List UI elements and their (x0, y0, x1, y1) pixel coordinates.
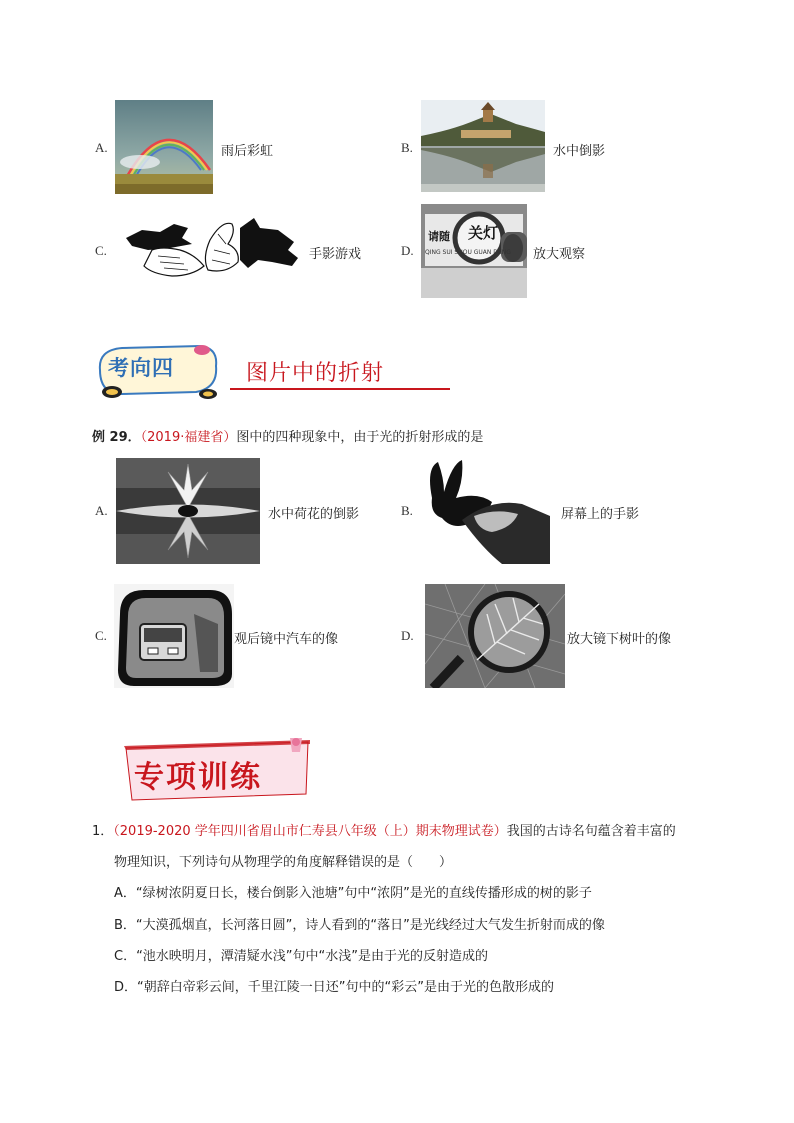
option-caption-a: 雨后彩虹 (221, 144, 274, 159)
option-letter-d: D. (401, 243, 414, 258)
question-1-option-c: C．“池水映明月，潭清疑水浅”句中“水浅”是由于光的反射造成的 (114, 949, 489, 964)
question-1-option-a: A．“绿树浓阴夏日长，楼台倒影入池塘”句中“浓阴”是光的直线传播形成的树的影子 (114, 886, 592, 901)
question-1-stem-line-2: 物理知识，下列诗句从物理学的角度解释错误的是（ ） (114, 855, 453, 870)
example-option-caption-a: 水中荷花的倒影 (268, 507, 360, 522)
question-1-stem-line-1 (92, 820, 676, 839)
rabbit-hand-shadow-photo (422, 458, 550, 564)
question-1-option-d: D．“朝辞白帝彩云间，千里江陵一日还”句中的“彩云”是由于光的色散形成的 (114, 980, 554, 995)
sign-text-2: 关灯 (468, 224, 499, 242)
practice-banner-text: 专项训练 (134, 760, 262, 795)
example-source: （2019·福建省） (140, 430, 237, 445)
car-mirror-photo (114, 584, 234, 688)
option-caption-c: 手影游戏 (309, 247, 362, 262)
question-1-source: （2019-2020 学年四川省眉山市仁寿县八年级（上）期末物理试卷） (113, 824, 507, 839)
example-option-letter-b: B. (401, 503, 413, 518)
option-caption-b: 水中倒影 (553, 144, 606, 159)
hand-shadow-illustration (122, 210, 298, 280)
option-letter-b: B. (401, 140, 413, 155)
rainbow-photo (115, 100, 213, 194)
leaf-magnifier-photo (425, 584, 565, 688)
pagoda-reflection-photo (421, 100, 545, 192)
question-1-number: 1． (92, 824, 114, 839)
question-1-option-b: B．“大漠孤烟直，长河落日圆”，诗人看到的“落日”是光线经过大气发生折射而成的像 (114, 918, 605, 933)
example-option-caption-c: 观后镜中汽车的像 (234, 632, 339, 647)
section-title-underline (230, 388, 450, 390)
example-option-letter-d: D. (401, 628, 414, 643)
section-badge-text: 考向四 (108, 355, 174, 380)
example-option-letter-c: C. (95, 628, 107, 643)
lotus-reflection-photo (116, 458, 260, 564)
example-option-caption-d: 放大镜下树叶的像 (567, 632, 672, 647)
example-stem-text: 图中的四种现象中，由于光的折射形成的是 (236, 430, 484, 445)
example-label: 例 29． (92, 430, 141, 445)
section-title: 图片中的折射 (246, 361, 385, 386)
question-1-stem-1: 我国的古诗名句蕴含着丰富的 (506, 824, 676, 839)
sign-pinyin: QING SUI SHOU GUAN DENG (425, 249, 511, 256)
example-option-letter-a: A. (95, 503, 108, 518)
example-stem (92, 426, 483, 445)
example-option-caption-b: 屏幕上的手影 (561, 507, 640, 522)
option-caption-d: 放大观察 (533, 247, 586, 262)
option-letter-a: A. (95, 140, 108, 155)
option-letter-c: C. (95, 243, 107, 258)
sign-text-1: 请随 (428, 230, 450, 243)
